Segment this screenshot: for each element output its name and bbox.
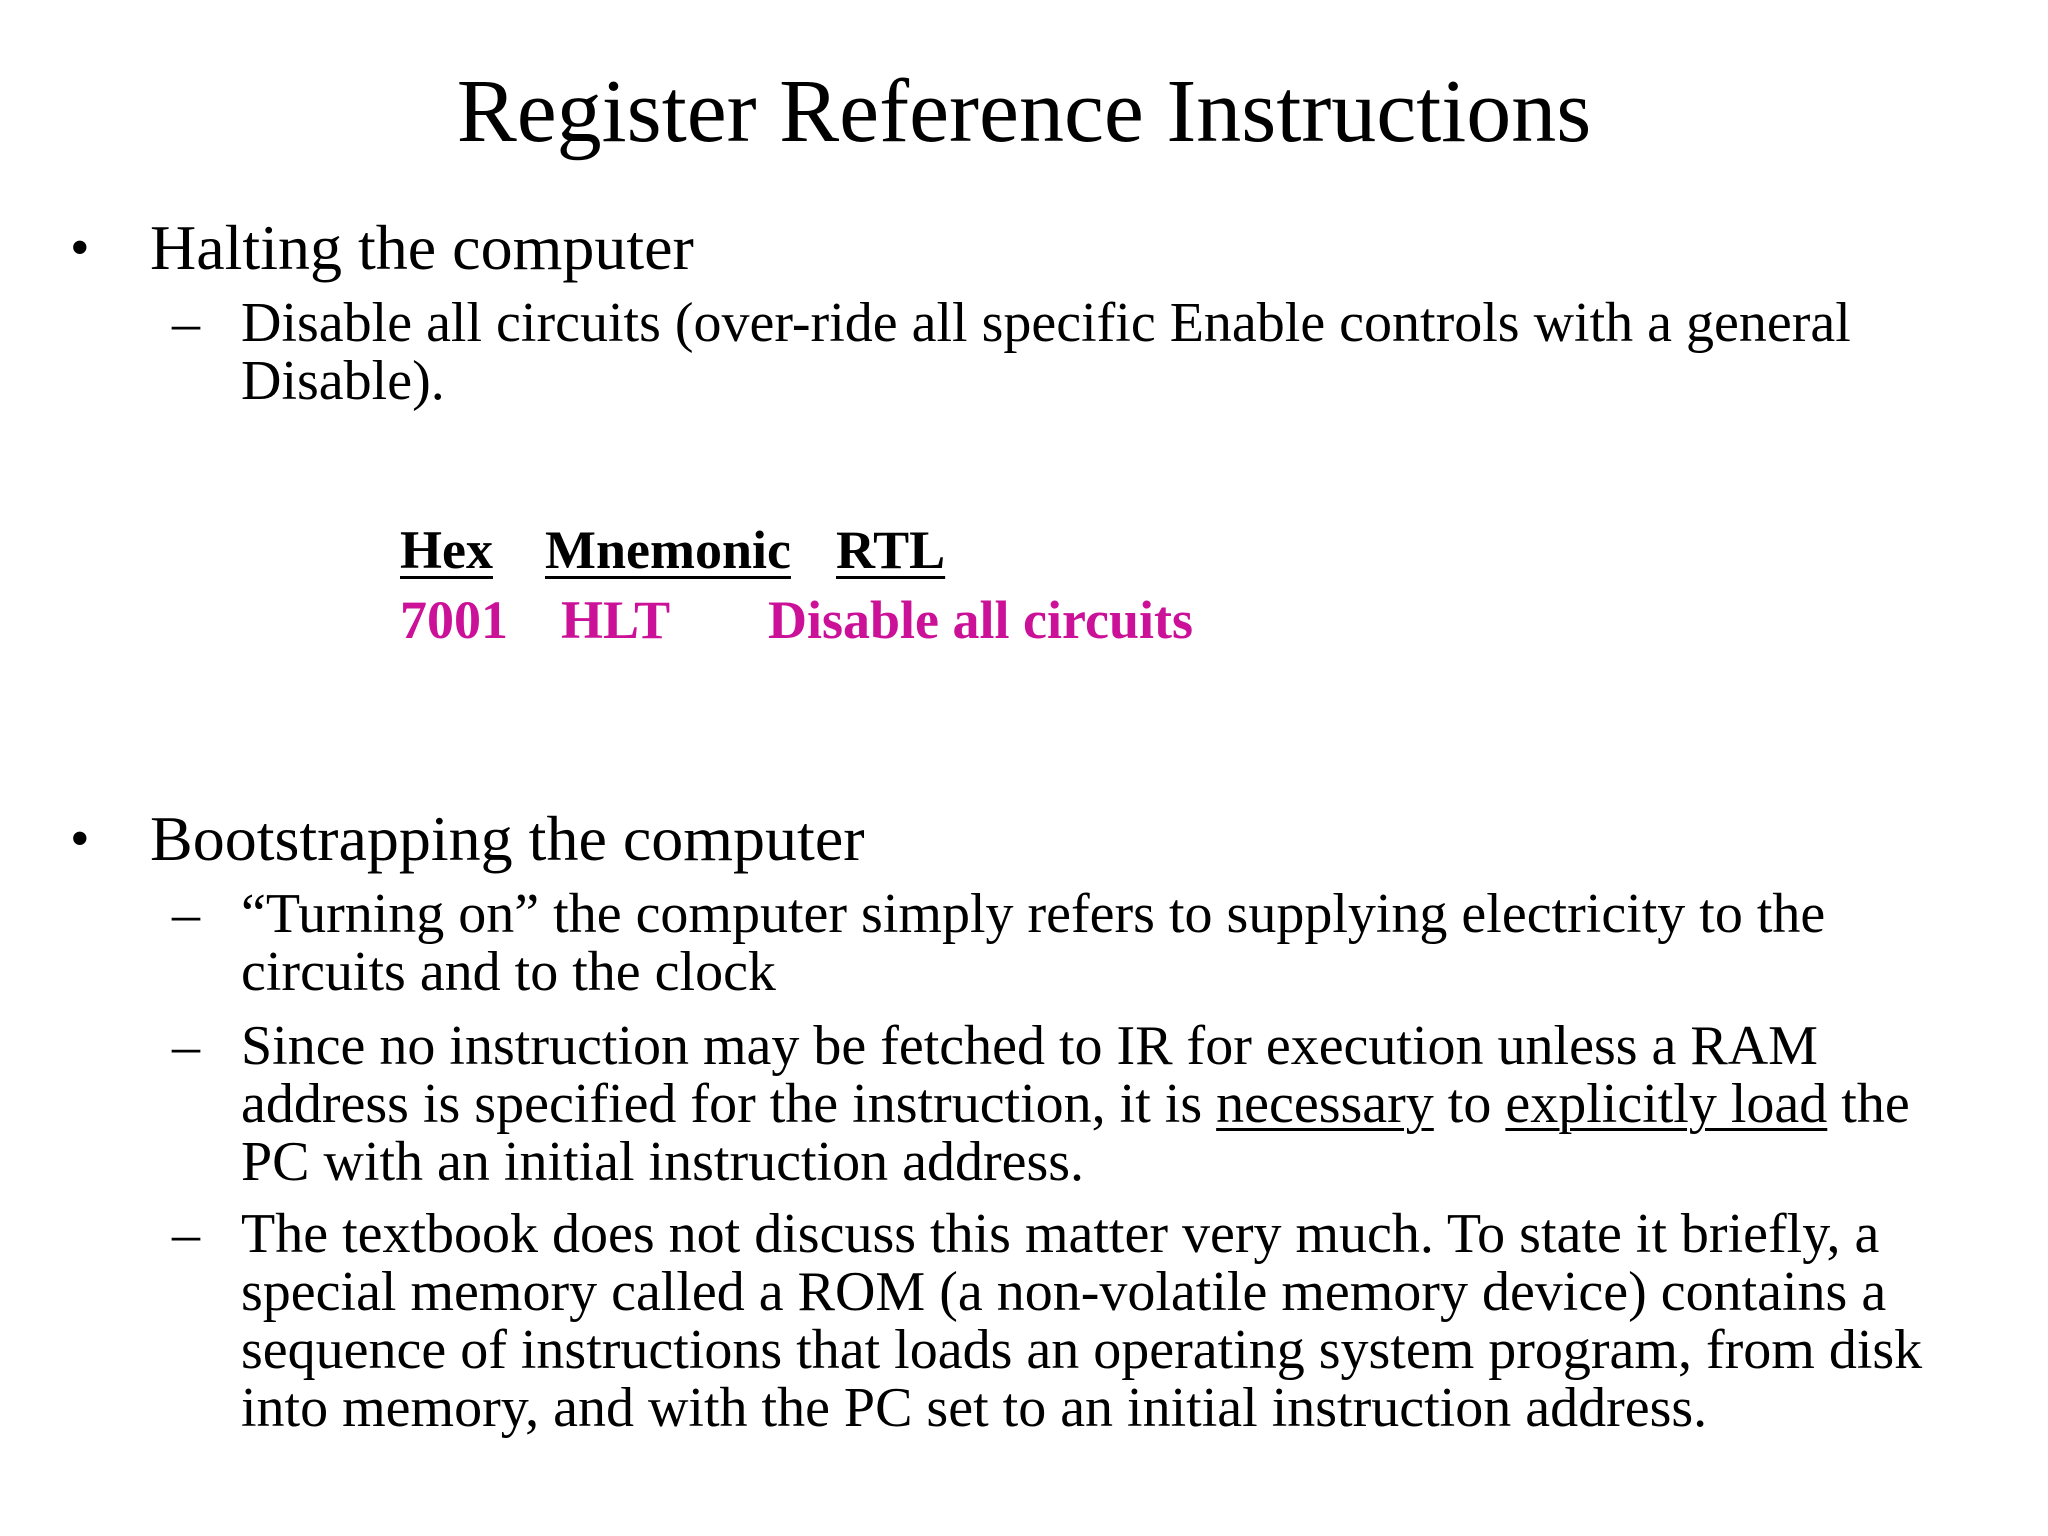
subitem-text: “Turning on” the computer simply refers to supplying electricity to the circuits and to the clock <box>241 883 1826 1003</box>
dash-icon: – <box>172 1015 200 1077</box>
text-before: Since no instruction may be fetched to IR for execution unless a RAM address is specified for the instruction, it is <box>241 1015 1818 1135</box>
subitem-text: Disable all circuits (over-ride all specific Enable controls with a general Disable). <box>241 292 1851 412</box>
cell-rtl: Disable all circuits <box>768 590 1193 650</box>
subitem-text: The textbook does not discuss this matter very much. To state it briefly, a special memory called a ROM (a non-volatile memory device) contains a sequence of instructions that loads an operating system program, from disk into memory, and with the PC set to an initial instruction address. <box>241 1203 1923 1439</box>
subitem-text <box>241 1017 1991 1191</box>
header-rtl: RTL <box>836 520 946 580</box>
underlined-explicitly-load: explicitly load <box>1505 1073 1828 1135</box>
dash-icon: – <box>172 1203 200 1265</box>
text-middle: to <box>1433 1073 1506 1135</box>
cell-mnemonic: HLT <box>561 590 671 650</box>
dash-icon: – <box>172 883 200 945</box>
underlined-necessary: necessary <box>1216 1073 1434 1135</box>
bullet-dot-icon: • <box>70 808 90 870</box>
bullet-text: Halting the computer <box>150 212 694 283</box>
text-after: the PC with an initial instruction address. <box>241 1073 1910 1193</box>
bullet-dot-icon: • <box>70 217 90 279</box>
header-hex: Hex <box>400 520 493 580</box>
bullet-text: Bootstrapping the computer <box>150 803 865 874</box>
cell-hex: 7001 <box>400 590 508 650</box>
header-mnemonic: Mnemonic <box>545 520 791 580</box>
dash-icon: – <box>172 292 200 354</box>
slide-title: Register Reference Instructions <box>456 62 1592 161</box>
